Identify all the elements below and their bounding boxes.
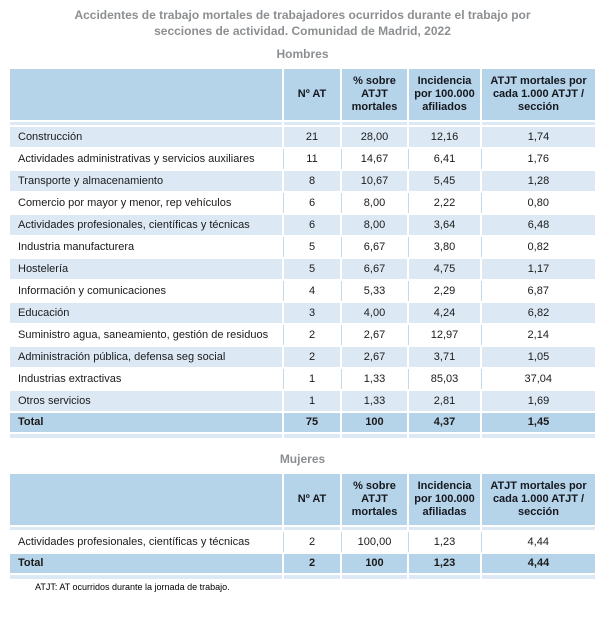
activity-label-cell: Educación xyxy=(10,302,283,324)
activity-label-cell: Industria manufacturera xyxy=(10,236,283,258)
value-cell: 1,33 xyxy=(341,390,408,412)
total-value-cell: 100 xyxy=(341,412,408,433)
header-cell: ATJT mortales por cada 1.000 ATJT / sección xyxy=(481,69,595,121)
table-row xyxy=(10,126,595,148)
value-cell: 0,80 xyxy=(481,192,595,214)
value-cell: 100,00 xyxy=(341,531,408,553)
bottom-strip-cell xyxy=(283,574,341,579)
value-cell: 8,00 xyxy=(341,192,408,214)
table-row xyxy=(10,148,595,170)
page-title-line2: secciones de actividad. Comunidad de Madrid, 2022 xyxy=(154,24,451,38)
header-cell: % sobre ATJT mortales xyxy=(341,474,408,526)
value-cell: 28,00 xyxy=(341,126,408,148)
header-cell: ATJT mortales por cada 1.000 ATJT / sección xyxy=(481,474,595,526)
value-cell: 6 xyxy=(283,214,341,236)
stats-table-hombres xyxy=(10,69,595,438)
total-value-cell: 4,37 xyxy=(408,412,481,433)
tables-container xyxy=(0,47,605,579)
table-row xyxy=(10,258,595,280)
activity-label-cell: Suministro agua, saneamiento, gestión de residuos xyxy=(10,324,283,346)
stats-table-mujeres xyxy=(10,474,595,579)
section-label-mujeres: Mujeres xyxy=(279,452,326,466)
value-cell: 1,69 xyxy=(481,390,595,412)
value-cell: 3,71 xyxy=(408,346,481,368)
header-cell: % sobre ATJT mortales xyxy=(341,69,408,121)
table-row xyxy=(10,192,595,214)
total-value-cell: 4,44 xyxy=(481,553,595,574)
value-cell: 1,17 xyxy=(481,258,595,280)
value-cell: 6 xyxy=(283,192,341,214)
total-label-cell: Total xyxy=(10,412,283,433)
value-cell: 1,76 xyxy=(481,148,595,170)
value-cell: 3,80 xyxy=(408,236,481,258)
value-cell: 85,03 xyxy=(408,368,481,390)
value-cell: 6,87 xyxy=(481,280,595,302)
value-cell: 2 xyxy=(283,324,341,346)
activity-label-cell: Industrias extractivas xyxy=(10,368,283,390)
activity-label-cell: Actividades profesionales, científicas y técnicas xyxy=(10,214,283,236)
value-cell: 2 xyxy=(283,531,341,553)
value-cell: 6,82 xyxy=(481,302,595,324)
table-header-row xyxy=(10,69,595,121)
value-cell: 11 xyxy=(283,148,341,170)
value-cell: 2,67 xyxy=(341,346,408,368)
activity-label-cell: Administración pública, defensa seg social xyxy=(10,346,283,368)
value-cell: 4,44 xyxy=(481,531,595,553)
activity-label-cell: Comercio por mayor y menor, rep vehículos xyxy=(10,192,283,214)
activity-label-cell: Actividades administrativas y servicios auxiliares xyxy=(10,148,283,170)
table-row xyxy=(10,346,595,368)
value-cell: 5 xyxy=(283,258,341,280)
value-cell: 5,33 xyxy=(341,280,408,302)
value-cell: 4,75 xyxy=(408,258,481,280)
header-cell-empty xyxy=(10,474,283,526)
table-row xyxy=(10,531,595,553)
value-cell: 1 xyxy=(283,390,341,412)
footnote: ATJT: AT ocurridos durante la jornada de trabajo. xyxy=(35,582,230,592)
header-cell: Nº AT xyxy=(283,69,341,121)
value-cell: 2,14 xyxy=(481,324,595,346)
bottom-strip-cell xyxy=(481,574,595,579)
table-row xyxy=(10,214,595,236)
bottom-strip-row xyxy=(10,574,595,579)
table-row xyxy=(10,236,595,258)
value-cell: 3,64 xyxy=(408,214,481,236)
bottom-strip-cell xyxy=(10,574,283,579)
value-cell: 5 xyxy=(283,236,341,258)
total-value-cell: 100 xyxy=(341,553,408,574)
total-value-cell: 1,45 xyxy=(481,412,595,433)
value-cell: 4,24 xyxy=(408,302,481,324)
value-cell: 2,29 xyxy=(408,280,481,302)
value-cell: 1,28 xyxy=(481,170,595,192)
total-row xyxy=(10,412,595,433)
activity-label-cell: Transporte y almacenamiento xyxy=(10,170,283,192)
total-label-cell: Total xyxy=(10,553,283,574)
value-cell: 6,67 xyxy=(341,236,408,258)
value-cell: 6,41 xyxy=(408,148,481,170)
table-row xyxy=(10,302,595,324)
section-label-hombres: Hombres xyxy=(276,47,329,61)
header-cell: Nº AT xyxy=(283,474,341,526)
value-cell: 21 xyxy=(283,126,341,148)
activity-label-cell: Hostelería xyxy=(10,258,283,280)
header-cell: Incidencia por 100.000 afiliadas xyxy=(408,474,481,526)
table-row xyxy=(10,170,595,192)
bottom-strip-cell xyxy=(408,574,481,579)
value-cell: 2,22 xyxy=(408,192,481,214)
value-cell: 6,67 xyxy=(341,258,408,280)
total-value-cell: 1,23 xyxy=(408,553,481,574)
page-title xyxy=(0,0,605,39)
value-cell: 6,48 xyxy=(481,214,595,236)
value-cell: 4,00 xyxy=(341,302,408,324)
table-row xyxy=(10,368,595,390)
header-cell-empty xyxy=(10,69,283,121)
header-cell: Incidencia por 100.000 afiliados xyxy=(408,69,481,121)
value-cell: 14,67 xyxy=(341,148,408,170)
value-cell: 3 xyxy=(283,302,341,324)
total-value-cell: 75 xyxy=(283,412,341,433)
value-cell: 5,45 xyxy=(408,170,481,192)
bottom-strip-cell xyxy=(341,574,408,579)
total-value-cell: 2 xyxy=(283,553,341,574)
value-cell: 2 xyxy=(283,346,341,368)
table-row xyxy=(10,324,595,346)
total-row xyxy=(10,553,595,574)
table-header-row xyxy=(10,474,595,526)
value-cell: 4 xyxy=(283,280,341,302)
activity-label-cell: Información y comunicaciones xyxy=(10,280,283,302)
value-cell: 37,04 xyxy=(481,368,595,390)
value-cell: 1,05 xyxy=(481,346,595,368)
value-cell: 10,67 xyxy=(341,170,408,192)
activity-label-cell: Otros servicios xyxy=(10,390,283,412)
value-cell: 8 xyxy=(283,170,341,192)
value-cell: 2,67 xyxy=(341,324,408,346)
value-cell: 12,16 xyxy=(408,126,481,148)
activity-label-cell: Actividades profesionales, científicas y técnicas xyxy=(10,531,283,553)
page-title-line1: Accidentes de trabajo mortales de trabajadores ocurridos durante el trabajo por xyxy=(74,8,531,22)
activity-label-cell: Construcción xyxy=(10,126,283,148)
value-cell: 8,00 xyxy=(341,214,408,236)
value-cell: 1,33 xyxy=(341,368,408,390)
table-row xyxy=(10,280,595,302)
table-gap xyxy=(0,438,605,444)
value-cell: 1,23 xyxy=(408,531,481,553)
value-cell: 2,81 xyxy=(408,390,481,412)
value-cell: 12,97 xyxy=(408,324,481,346)
value-cell: 1 xyxy=(283,368,341,390)
table-row xyxy=(10,390,595,412)
value-cell: 1,74 xyxy=(481,126,595,148)
value-cell: 0,82 xyxy=(481,236,595,258)
